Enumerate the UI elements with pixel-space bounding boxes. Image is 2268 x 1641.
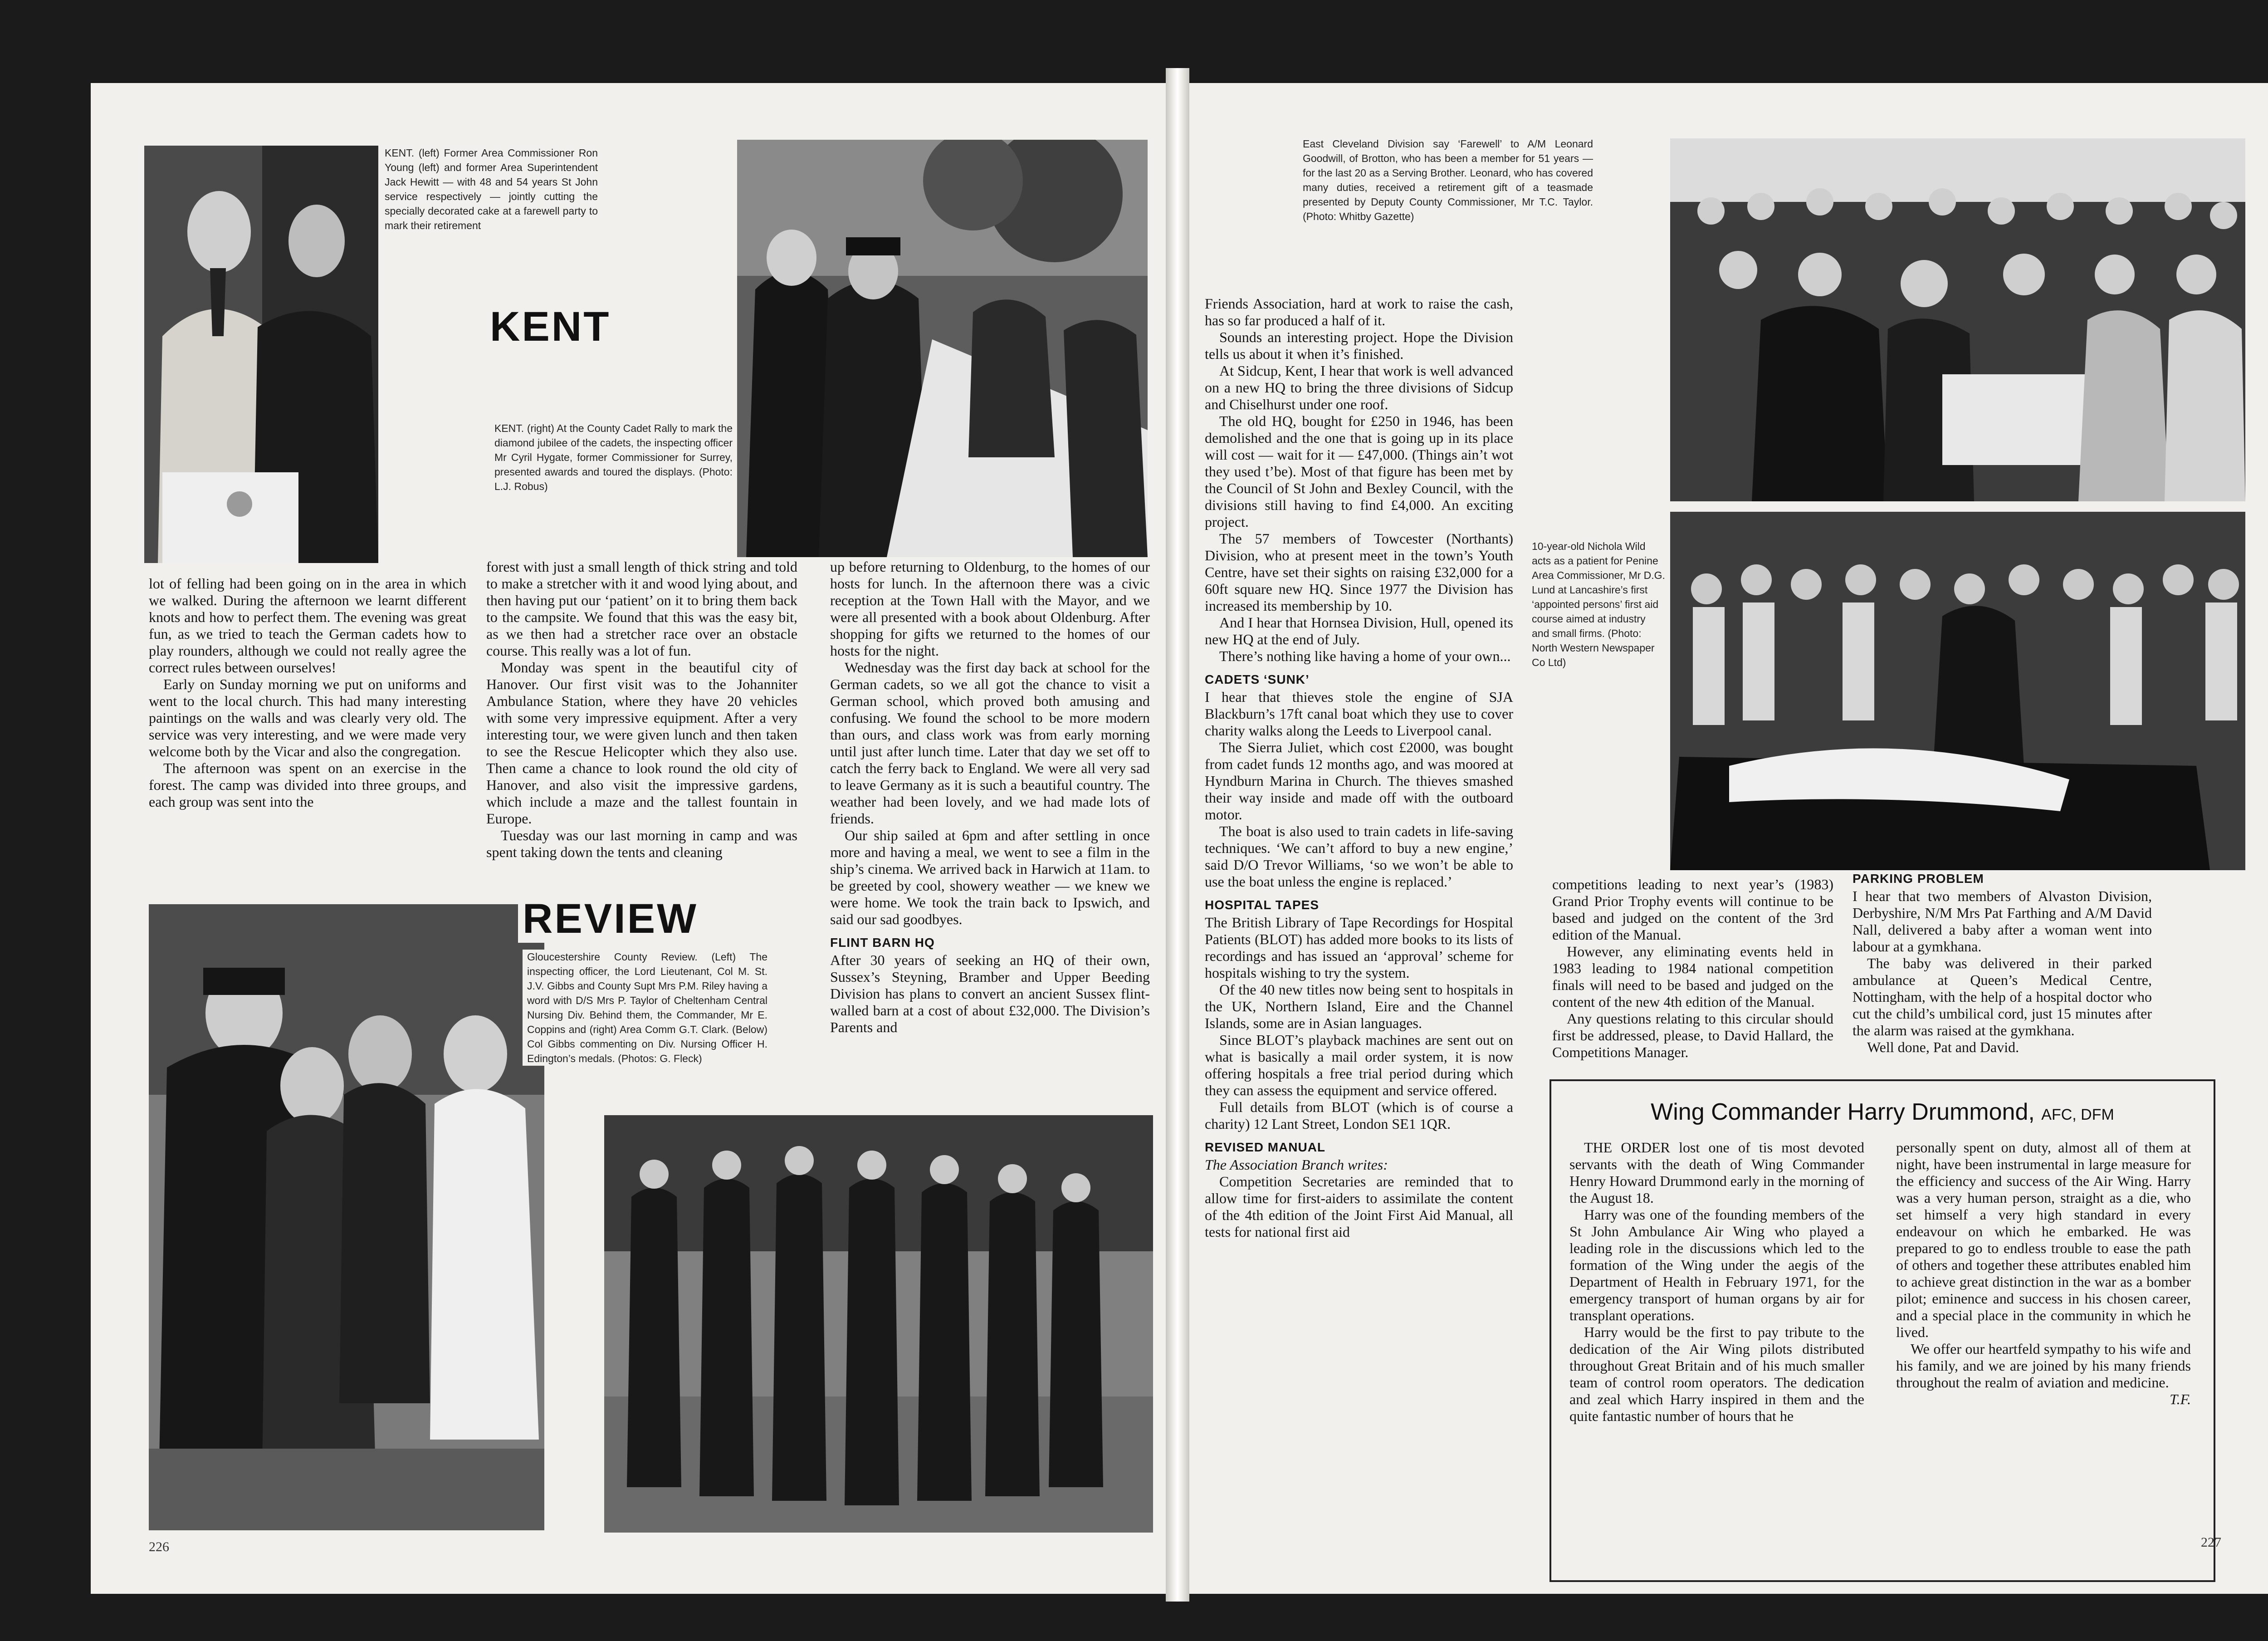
cleveland-caption: East Cleveland Division say ‘Farewell’ to A/M Leonard Goodwill, of Brotton, who has been a member for 51 years — for the last 20 as a Serving Brother. Leonard, who has covered many duties, received a retirement gift of a teasmade presented by Deputy County Commissioner, Mr T.C. Taylor. (Photo: Whitby Gazette) xyxy=(1303,138,1593,222)
right-column-3 xyxy=(1853,870,2152,1056)
kent-caption-right: KENT. (right) At the County Cadet Rally to mark the diamond jubilee of the cadets, the inspecting officer Mr Cyril Hygate, former Commissioner for Surrey, presented awards and toured the displays. (Photo: L.J. Robus) xyxy=(494,421,733,494)
paragraph: We offer our heartfeld sympathy to his wife and his family, and we are joined by his many friends throughout the realm of aviation and medicine. xyxy=(1896,1341,2191,1391)
right-page xyxy=(1189,83,2268,1594)
left-page xyxy=(91,83,1166,1594)
page-number: 226 xyxy=(149,1539,169,1554)
left-column-1 xyxy=(149,575,466,810)
paragraph: The 57 members of Towcester (Northants) Division, who at present meet in the town’s Youth Centre, have set their sights on raising £32,000 for a 60ft square new HQ. Since 1977 the Division has increased its membership by 10. xyxy=(1205,530,1513,614)
paragraph: Since BLOT’s playback machines are sent out on what is basically a mail order system, it is now offering hospitals a free trial period during which they can assess the equipment and service offered. xyxy=(1205,1032,1513,1098)
flint-barn-heading: FLINT BARN HQ xyxy=(830,936,935,950)
paragraph: After 30 years of seeking an HQ of their own, Sussex’s Steyning, Bramber and Upper Beeding Division has plans to convert an ancient Sussex flint-walled barn at a cost of about £32,000. The Division’s Parents and xyxy=(830,952,1150,1035)
paragraph: competitions leading to next year’s (1983) Grand Prior Trophy events will continue to be based and judged on the content of the 3rd edition of the Manual. xyxy=(1552,876,1833,943)
obituary-column-1 xyxy=(1569,1139,1864,1425)
paragraph: THE ORDER lost one of tis most devoted servants with the death of Wing Commander Henry Howard Drummond early in the morning of the August 18. xyxy=(1569,1139,1864,1206)
paragraph: personally spent on duty, almost all of them at night, have been instrumental in large measure for the efficiency and success of the Air Wing. Harry was a very human person, straight as a die, who set himself a very high standard in every endeavour on which he embarked. He was prepared to go to endless trouble to ease the path of others and together these attributes enabled him to achieve great distinction in the war as a bomber pilot; eminence and success in his chosen career, and a special place in the community in which he lived. xyxy=(1896,1139,2191,1340)
paragraph: Early on Sunday morning we put on uniforms and went to the local church. This had many interesting paintings on the walls and was clearly very old. The service was very interesting, and we were made very welcome both by the Vicar and also the congregation. xyxy=(149,676,466,759)
obituary-signature: T.F. xyxy=(2170,1391,2191,1407)
paragraph: Harry was one of the founding members of the St John Ambulance Air Wing who played a leading role in the discussions which led to the formation of the Wing under the aegis of the Department of Health in February 1971, for the emergency transport of human organs by air for transplant operations. xyxy=(1569,1206,1864,1323)
paragraph: Of the 40 new titles now being sent to hospitals in the UK, Northern Island, Eire and the Channel Islands, some are in Asian languages. xyxy=(1205,981,1513,1031)
revised-manual-heading: REVISED MANUAL xyxy=(1205,1140,1326,1154)
paragraph: up before returning to Oldenburg, to the homes of our hosts for lunch. In the afternoon there was a civic reception at the Town Hall with the Mayor, and we were all presented with a book about Oldenburg. After shopping for gifts we returned to the homes of our hosts for the night. xyxy=(830,558,1150,659)
obituary-title-honours: AFC, DFM xyxy=(2041,1106,2114,1123)
right-column-2 xyxy=(1552,876,1833,1061)
paragraph: Monday was spent in the beautiful city of Hanover. Our first visit was to the Johanniter Ambulance Station, where they have 20 vehicles with some very impressive equipment. After a very interesting tour, we were given lunch and then taken to see the Rescue Helicopter which they also use. Then came a chance to look round the old city of Hanover, and also visit the impressive gardens, which include a maze and the tallest fountain in Europe. xyxy=(486,659,797,827)
paragraph: And I hear that Hornsea Division, Hull, opened its new HQ at the end of July. xyxy=(1205,614,1513,647)
east-cleveland-photo xyxy=(1670,138,2245,501)
right-column-1 xyxy=(1205,295,1513,1240)
paragraph: I hear that two members of Alvaston Division, Derbyshire, N/M Mrs Pat Farthing and A/M David Nall, delivered a baby after a woman went into labour at a gymkhana. xyxy=(1853,888,2152,955)
parking-problem-heading: PARKING PROBLEM xyxy=(1853,872,1984,886)
paragraph: At Sidcup, Kent, I hear that work is well advanced on a new HQ to bring the three divisions of Sidcup and Chiselhurst under one roof. xyxy=(1205,362,1513,412)
paragraph: Our ship sailed at 6pm and after settling in once more and having a meal, we went to see a film in the ship’s cinema. We arrived back in Harwich at 11am. to be greeted by cool, showery weather — we knew we were home. We took the train back to Ipswich, and said our sad goodbyes. xyxy=(830,827,1150,927)
review-medals-photo xyxy=(604,1115,1153,1533)
paragraph: Full details from BLOT (which is of course a charity) 12 Lant Street, London SE1 1QR. xyxy=(1205,1099,1513,1132)
obituary-title-name: Wing Commander Harry Drummond, xyxy=(1651,1099,2035,1125)
page-number: 227 xyxy=(2201,1535,2221,1550)
paragraph: The old HQ, bought for £250 in 1946, has been demolished and the one that is going up in its place will cost — wait for it — £47,000. (Things ain’t wot they used t’be). Most of that figure has been met by the Council of St John and Bexley Council, with the divisions still having to find £4,000. An exciting project. xyxy=(1205,413,1513,530)
paragraph: The afternoon was spent on an exercise in the forest. The camp was divided into three groups, and each group was sent into the xyxy=(149,760,466,810)
nichola-caption: 10-year-old Nichola Wild acts as a patient for Penine Area Commissioner, Mr D.G. Lund at Lancashire’s first ‘appointed persons’ first aid course aimed at industry and small firms. (Photo: North Western Newspaper Co Ltd) xyxy=(1532,540,1665,668)
cadets-sunk-heading: CADETS ‘SUNK’ xyxy=(1205,672,1310,686)
page-gutter xyxy=(1166,68,1189,1602)
paragraph: However, any eliminating events held in 1983 leading to 1984 national competition finals will need to be based and judged on the content of the new 4th edition of the Manual. xyxy=(1552,943,1833,1010)
review-caption: Gloucestershire County Review. (Left) The inspecting officer, the Lord Lieutenant, Col M. St. J.V. Gibbs and County Supt Mrs P.M. Riley having a word with D/S Mrs P. Taylor of Cheltenham Central Nursing Div. Behind them, the Commander, Mr E. Coppins and (right) Area Comm G.T. Clark. (Below) Col Gibbs commenting on Div. Nursing Officer H. Edington’s medals. (Photos: G. Fleck) xyxy=(523,950,767,1066)
kent-cake-photo xyxy=(144,146,378,563)
left-column-3 xyxy=(830,558,1150,1036)
paragraph: Sounds an interesting project. Hope the Division tells us about it when it’s finished. xyxy=(1205,329,1513,362)
hospital-tapes-heading: HOSPITAL TAPES xyxy=(1205,898,1320,912)
left-column-2 xyxy=(486,558,797,861)
paragraph: Friends Association, hard at work to raise the cash, has so far produced a half of it. xyxy=(1205,295,1513,328)
review-heading: REVIEW xyxy=(518,895,703,943)
kent-cadet-rally-photo xyxy=(737,140,1148,557)
paragraph: The British Library of Tape Recordings for Hospital Patients (BLOT) has added more books to its lists of recordings and has issued an ‘approval’ scheme for hospitals wishing to try the system. xyxy=(1205,914,1513,981)
paragraph: Tuesday was our last morning in camp and was spent taking down the tents and cleaning xyxy=(486,827,797,860)
paragraph: forest with just a small length of thick string and told to make a stretcher with it and wood lying about, and then having put our ‘patient’ on it to bring them back to the campsite. We found that this was the easy bit, as we then had a stretcher race over an obstacle course. This really was a lot of fun. xyxy=(486,558,797,659)
paragraph: Any questions relating to this circular should first be addressed, please, to David Hallard, the Competitions Manager. xyxy=(1552,1010,1833,1060)
paragraph: The Sierra Juliet, which cost £2000, was bought from cadet funds 12 months ago, and was moored at Hyndburn Marina in Church. The thieves smashed their way inside and made off with the outboard motor. xyxy=(1205,739,1513,823)
paragraph: The boat is also used to train cadets in life-saving techniques. ‘We can’t afford to buy a new engine,’ said D/O Trevor Williams, ‘so we won’t be able to use the boat unless the engine is replaced.’ xyxy=(1205,823,1513,890)
paragraph: Competition Secretaries are reminded that to allow time for first-aiders to assimilate the content of the 4th edition of the Joint First Aid Manual, all tests for national first aid xyxy=(1205,1173,1513,1240)
paragraph: There’s nothing like having a home of your own... xyxy=(1219,648,1511,664)
paragraph: Harry would be the first to pay tribute to the dedication of the Air Wing pilots distributed throughout Great Britain and of his much smaller team of control room operators. The dedication and zeal which Harry inspired in them and the quite fantastic number of hours that he xyxy=(1569,1324,1864,1424)
paragraph: Wednesday was the first day back at school for the German cadets, so we all got the chance to visit a German school, which proved both amusing and confusing. We found the school to be more modern than ours, and class work was from early morning until just after lunch time. Later that day we set off to catch the ferry back to England. We were all very sad to leave Germany as it is such a beautiful country. The weather had been lovely, and we had made lots of friends. xyxy=(830,659,1150,827)
review-inspection-photo xyxy=(149,904,544,1530)
nichola-wild-photo xyxy=(1670,512,2245,870)
paragraph: lot of felling had been going on in the area in which we walked. During the afternoon we learnt different knots and how to perfect them. The evening was great fun, as we tried to teach the German cadets how to play rounders, although we could not really agree the correct rules between ourselves! xyxy=(149,575,466,676)
kent-heading: KENT xyxy=(490,304,611,350)
obituary-box xyxy=(1549,1079,2215,1582)
paragraph: Well done, Pat and David. xyxy=(1867,1039,2019,1055)
manual-subheading: The Association Branch writes: xyxy=(1205,1156,1388,1173)
paragraph: I hear that thieves stole the engine of SJA Blackburn’s 17ft canal boat which they use to cover charity walks along the Leeds to Liverpool canal. xyxy=(1205,689,1513,739)
obituary-title xyxy=(1551,1098,2214,1126)
obituary-column-2 xyxy=(1896,1139,2191,1408)
kent-caption-left: KENT. (left) Former Area Commissioner Ron Young (left) and former Area Superintendent Jack Hewitt — with 48 and 54 years St John service respectively — jointly cutting the specially decorated cake at a farewell party to mark their retirement xyxy=(385,147,598,231)
paragraph: The baby was delivered in their parked ambulance at Queen’s Medical Centre, Nottingham, with the help of a hospital doctor who cut the child’s umbilical cord, just 15 minutes after the alarm was raised at the gymkhana. xyxy=(1853,955,2152,1038)
